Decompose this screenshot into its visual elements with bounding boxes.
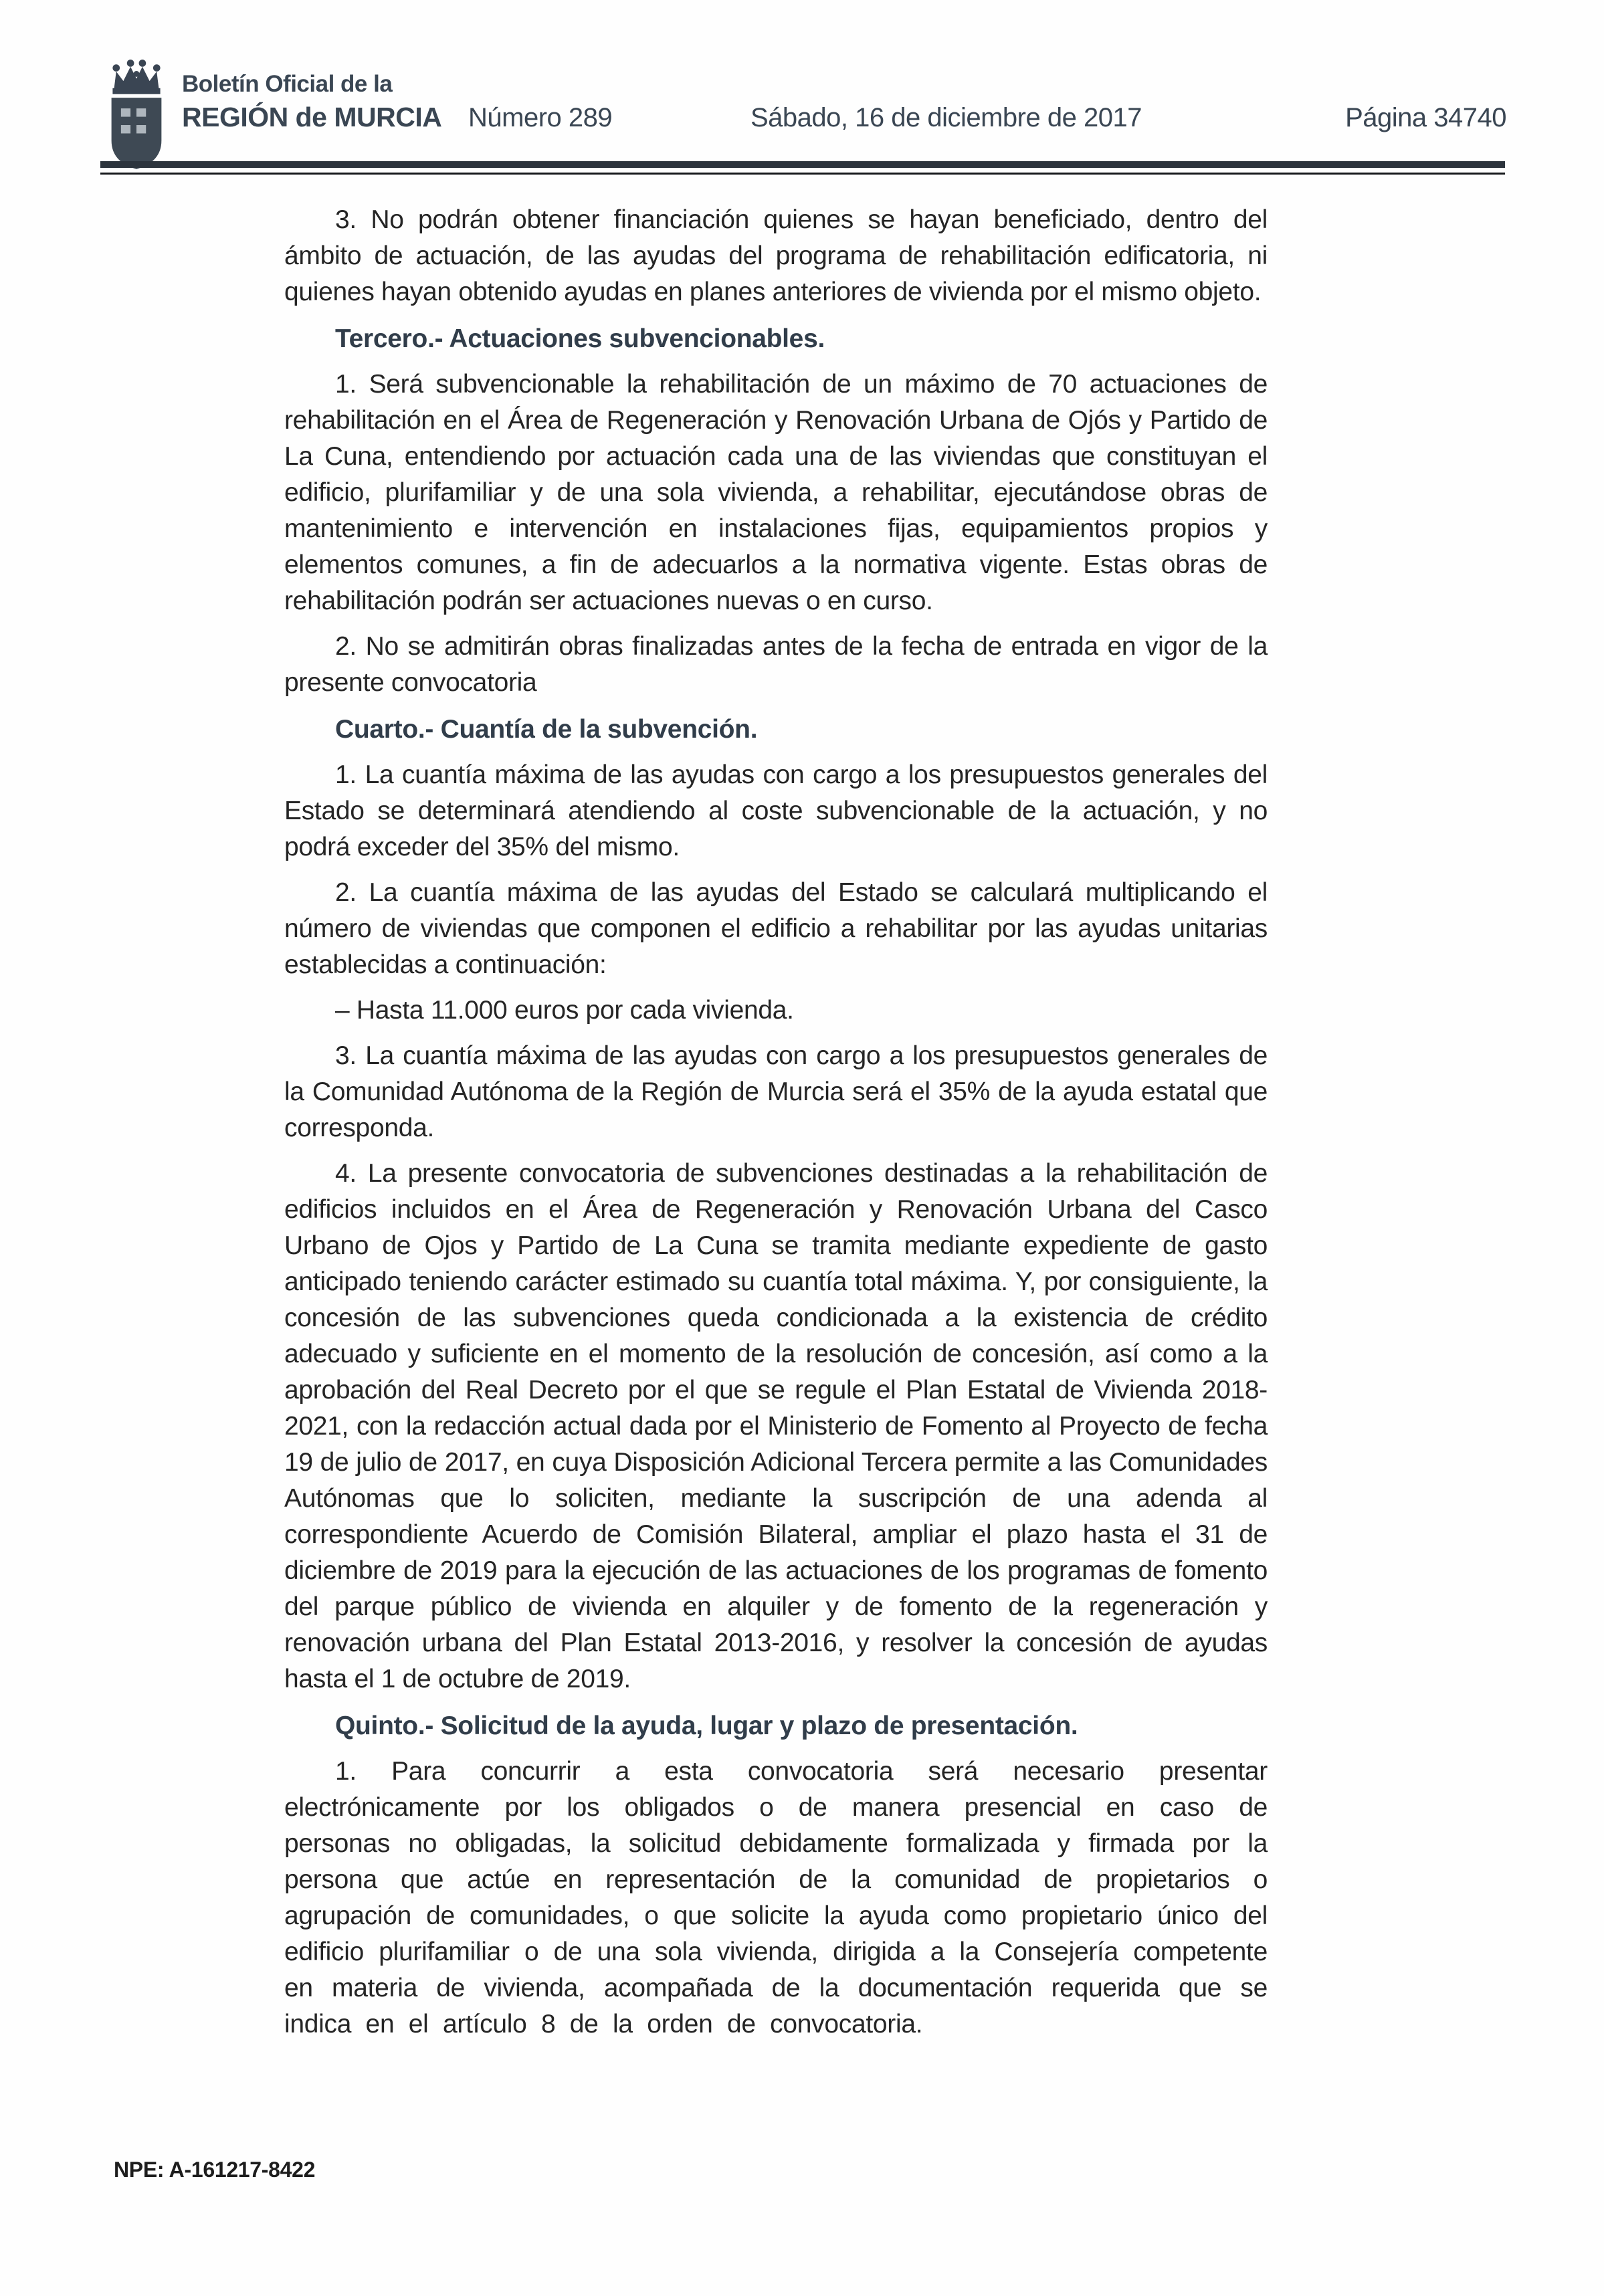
header-rule-thick	[100, 161, 1505, 168]
npe-reference: NPE: A-161217-8422	[114, 2158, 316, 2182]
brand-title	[182, 71, 441, 133]
section-heading-tercero: Tercero.- Actuaciones subvencionables.	[335, 324, 825, 353]
document-body	[284, 202, 1268, 2052]
paragraph-no-admitiran: 2. No se admitirán obras finalizadas antes de la fecha de entrada en vigor de la presente convocatoria	[284, 632, 1268, 697]
issue-number: Número 289	[468, 103, 613, 132]
paragraph-no-financiacion: 3. No podrán obtener financiación quienes se hayan beneficiado, dentro del ámbito de actuación, de las ayudas del programa de rehabilitación edificatoria, ni quienes hayan obtenido ayudas en planes anteriores de vivienda por el mismo objeto.	[284, 205, 1268, 306]
section-heading-quinto: Quinto.- Solicitud de la ayuda, lugar y plazo de presentación.	[335, 1711, 1078, 1740]
section-heading-cuarto: Cuarto.- Cuantía de la subvención.	[335, 715, 758, 744]
brand-title-line1: Boletín Oficial de la	[182, 71, 393, 97]
header-rule-thin	[100, 173, 1505, 175]
murcia-coat-of-arms-icon	[99, 55, 174, 174]
paragraph-cuantia-comunidad: 3. La cuantía máxima de las ayudas con cargo a los presupuestos generales de la Comunidad Autónoma de la Región de Murcia será el 35% de la ayuda estatal que corresponda.	[284, 1041, 1268, 1142]
paragraph-sera-subvencionable: 1. Será subvencionable la rehabilitación de un máximo de 70 actuaciones de rehabilitación en el Área de Regeneración y Renovación Urbana de Ojós y Partido de La Cuna, entendiendo por actuación cada una de las viviendas que constituyan el edificio, plurifamiliar y de una sola vivienda, a rehabilitar, ejecutándose obras de mantenimiento e intervención en instalaciones fijas, equipamientos propios y elementos comunes, a fin de adecuarlos a la normativa vigente. Estas obras de rehabilitación podrán ser actuaciones nuevas o en curso.	[284, 370, 1268, 615]
page-number: Página 34740	[1345, 103, 1506, 132]
paragraph-presente-convocatoria: 4. La presente convocatoria de subvenciones destinadas a la rehabilitación de edificios incluidos en el Área de Regeneración y Renovación Urbana del Casco Urbano de Ojos y Partido de La Cuna se tramita mediante expediente de gasto anticipado teniendo carácter estimado su cuantía total máxima. Y, por consiguiente, la concesión de las subvenciones queda condicionada a la existencia de crédito adecuado y suficiente en el momento de la resolución de concesión, así como a la aprobación del Real Decreto por el que se regule el Plan Estatal de Vivienda 2018-2021, con la redacción actual dada por el Ministerio de Fomento al Proyecto de fecha 19 de julio de 2017, en cuya Disposición Adicional Tercera permite a las Comunidades Autónomas que lo soliciten, mediante la suscripción de una adenda al correspondiente Acuerdo de Comisión Bilateral, ampliar el plazo hasta el 31 de diciembre de 2019 para la ejecución de las actuaciones de los programas de fomento del parque público de vivienda en alquiler y de fomento de la regeneración y renovación urbana del Plan Estatal 2013-2016, y resolver la concesión de ayudas hasta el 1 de octubre de 2019.	[284, 1159, 1268, 1693]
paragraph-para-concurrir: 1. Para concurrir a esta convocatoria será necesario presentar electrónicamente por los obligados o de manera presencial en caso de personas no obligadas, la solicitud debidamente formalizada y firmada por la persona que actúe en representación de la comunidad de propietarios o agrupación de comunidades, o que solicite la ayuda como propietario único del edificio plurifamiliar o de una sola vivienda, dirigida a la Consejería competente en materia de vivienda, acompañada de la documentación requerida que se indica en el artículo 8 de la orden de convocatoria.	[284, 1757, 1268, 2039]
paragraph-cuantia-calculo: 2. La cuantía máxima de las ayudas del Estado se calculará multiplicando el número de viviendas que componen el edificio a rehabilitar por las ayudas unitarias establecidas a continuación:	[284, 878, 1268, 979]
list-item-hasta-11000: – Hasta 11.000 euros por cada vivienda.	[335, 996, 794, 1025]
paragraph-cuantia-estado: 1. La cuantía máxima de las ayudas con cargo a los presupuestos generales del Estado se determinará atendiendo al coste subvencionable de la actuación, y no podrá exceder del 35% del mismo.	[284, 760, 1268, 861]
brand-title-line2: REGIÓN de MURCIA	[182, 102, 442, 132]
issue-date: Sábado, 16 de diciembre de 2017	[750, 103, 1142, 132]
